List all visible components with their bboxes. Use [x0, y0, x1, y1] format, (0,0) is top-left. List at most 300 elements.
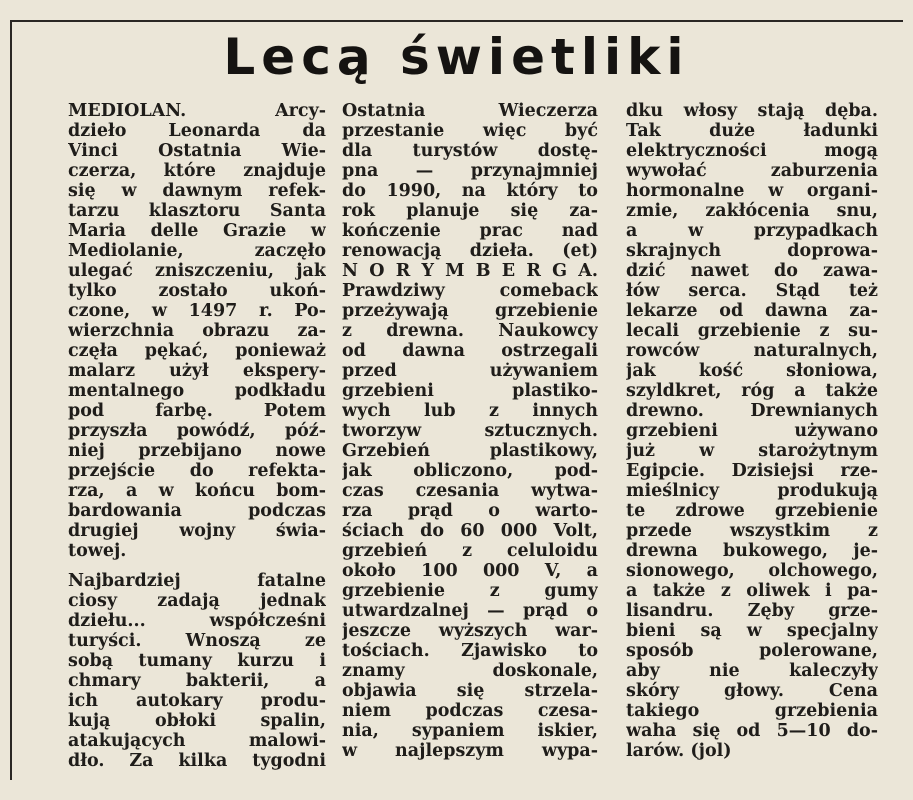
text-line: [68, 421, 326, 441]
word: do-: [846, 721, 878, 741]
word: zdrowe: [675, 501, 745, 521]
word: Vinci: [68, 141, 118, 161]
word: jak: [626, 361, 656, 381]
word: Volt,: [553, 521, 598, 541]
word: do: [342, 181, 366, 201]
word: ukoń-: [269, 281, 326, 301]
text-line: [626, 121, 878, 141]
word: prąd: [407, 501, 453, 521]
word: w: [746, 621, 762, 641]
word: częła: [68, 341, 118, 361]
word: su-: [848, 321, 878, 341]
word: obłoki: [154, 711, 217, 731]
word: bom-: [276, 481, 326, 501]
word: 000: [500, 521, 538, 541]
word: lub: [424, 401, 456, 421]
word: gumy: [544, 581, 598, 601]
word: w: [121, 181, 137, 201]
word: grzebienia: [774, 701, 878, 721]
word: w: [151, 301, 167, 321]
text-line: [342, 121, 598, 141]
word: bakterii,: [185, 671, 270, 691]
word: grzebieni: [342, 381, 434, 401]
word: kość: [698, 361, 744, 381]
word: przynajmniej: [470, 161, 598, 181]
text-line: [342, 181, 598, 201]
text-line: [68, 711, 326, 731]
text-line: [342, 701, 598, 721]
word: obliczono,: [413, 461, 514, 481]
word: tylko: [68, 281, 117, 301]
word: grzebienie: [774, 501, 878, 521]
word: grzebień: [342, 541, 428, 561]
word: 5—10: [776, 721, 831, 741]
text-line: [626, 581, 878, 601]
text-line: [626, 241, 878, 261]
word: z: [819, 321, 830, 341]
word: Egipcie.: [626, 461, 705, 481]
word: przebijano: [138, 441, 242, 461]
word: od: [719, 301, 744, 321]
word: pod: [68, 401, 105, 421]
word: z: [489, 581, 500, 601]
word: czesania: [415, 481, 500, 501]
word: niem: [342, 701, 392, 721]
word: organi-: [806, 181, 878, 201]
word: czas: [342, 481, 384, 501]
word: Leonarda: [168, 121, 261, 141]
word: oliwek: [746, 581, 810, 601]
word: w: [699, 441, 715, 461]
word: Ostatnia: [158, 141, 242, 161]
word: prac: [479, 221, 523, 241]
word: powódź,: [176, 421, 256, 441]
word: końcu: [195, 481, 255, 501]
word: nawet: [690, 261, 749, 281]
text-line: [626, 661, 878, 681]
text-line: [342, 561, 598, 581]
word: Ostatnia: [342, 101, 426, 121]
word: B: [475, 261, 491, 281]
word: jak: [296, 261, 326, 281]
word: podkładu: [234, 381, 326, 401]
text-line: [626, 361, 878, 381]
word: ostrzegali: [501, 341, 598, 361]
word: dostę-: [537, 141, 598, 161]
word: specjalny: [786, 621, 878, 641]
word: ściach: [342, 521, 404, 541]
text-line: [342, 461, 598, 481]
word: MEDIOLAN.: [68, 101, 187, 121]
text-line: [68, 361, 326, 381]
word: w: [310, 221, 326, 241]
word: kurzu: [237, 651, 295, 671]
word: dziełu...: [68, 611, 146, 631]
word: skóry: [626, 681, 680, 701]
word: przeżywają: [342, 301, 449, 321]
word: dawna: [764, 301, 828, 321]
word: bieni: [626, 621, 676, 641]
text-line: [68, 261, 326, 281]
text-line: [342, 221, 598, 241]
word: przede: [626, 521, 692, 541]
word: łów: [626, 281, 660, 301]
word: pękać,: [144, 341, 209, 361]
text-line: [68, 221, 326, 241]
word: rok: [342, 201, 376, 221]
word: także: [652, 581, 706, 601]
word: świa-: [275, 521, 326, 541]
word: nad: [561, 221, 598, 241]
word: na: [461, 181, 486, 201]
word: war-: [555, 621, 598, 641]
word: Y: [421, 261, 434, 281]
word: refek-: [268, 181, 326, 201]
word: wypa-: [541, 741, 598, 761]
text-line: [626, 321, 878, 341]
word: sypaniem: [411, 721, 505, 741]
paragraph-gap: [68, 561, 326, 571]
word: Zjawisko: [461, 641, 547, 661]
text-line: [342, 201, 598, 221]
word: i: [319, 651, 326, 671]
text-line: [342, 341, 598, 361]
word: tumany: [138, 651, 212, 671]
word: zniszczeniu,: [154, 261, 274, 281]
word: czesa-: [537, 701, 598, 721]
word: hormonalne: [626, 181, 745, 201]
word: Potem: [263, 401, 326, 421]
text-line: [342, 621, 598, 641]
text-line: [626, 641, 878, 661]
text-line: [68, 181, 326, 201]
text-line: [626, 481, 878, 501]
text-line: [342, 661, 598, 681]
word: o: [488, 501, 500, 521]
word: tościach.: [342, 641, 430, 661]
word: się: [692, 721, 721, 741]
word: bukowego,: [723, 541, 828, 561]
text-line: [342, 681, 598, 701]
word: delle: [150, 221, 199, 241]
word: użył: [169, 361, 209, 381]
word: Po-: [294, 301, 326, 321]
word: znamy: [342, 661, 405, 681]
word: zaczęło: [254, 241, 326, 261]
word: kaleczyły: [789, 661, 878, 681]
word: najlepszym: [395, 741, 504, 761]
word: tarzu: [68, 201, 120, 221]
text-line: [68, 461, 326, 481]
word: A.: [578, 261, 598, 281]
text-line: [342, 161, 598, 181]
word: produ-: [260, 691, 326, 711]
text-line: [68, 501, 326, 521]
text-line: [342, 601, 598, 621]
word: używaniem: [489, 361, 598, 381]
word: Naukowcy: [498, 321, 598, 341]
word: w: [768, 181, 784, 201]
word: Za: [129, 751, 154, 771]
word: wywołać: [626, 161, 707, 181]
text-line: [68, 521, 326, 541]
word: od: [342, 341, 366, 361]
word: dzieło: [68, 121, 127, 141]
word: nowe: [275, 441, 326, 461]
word: klasztoru: [148, 201, 241, 221]
word: za-: [569, 201, 598, 221]
word: a: [626, 221, 638, 241]
word: w: [158, 481, 174, 501]
word: Wieczerza: [498, 101, 598, 121]
word: Drewnianych: [750, 401, 878, 421]
word: lecali: [626, 321, 680, 341]
word: stają: [757, 101, 805, 121]
word: z: [488, 401, 499, 421]
word: grzebieni: [626, 421, 718, 441]
word: póź-: [284, 421, 326, 441]
word: jednak: [260, 591, 326, 611]
word: plastikowy,: [489, 441, 598, 461]
text-line: [68, 341, 326, 361]
word: prąd: [522, 601, 568, 621]
text-line: [342, 421, 598, 441]
word: nie: [709, 661, 740, 681]
text-line: [626, 421, 878, 441]
word: da: [302, 121, 326, 141]
word: wych: [342, 401, 391, 421]
text-column-3: [626, 101, 878, 761]
word: tygodni: [252, 751, 326, 771]
word: już: [626, 441, 655, 461]
word: serca.: [688, 281, 747, 301]
word: comeback: [499, 281, 598, 301]
word: Cena: [828, 681, 878, 701]
word: fatalne: [257, 571, 326, 591]
word: obrazu: [202, 321, 270, 341]
word: R: [526, 261, 541, 281]
text-line: [626, 621, 878, 641]
word: dla: [342, 141, 373, 161]
word: sobą: [68, 651, 114, 671]
word: rza: [342, 501, 373, 521]
text-line: [342, 521, 598, 541]
text-line: [68, 381, 326, 401]
word: starożytnym: [758, 441, 878, 461]
text-line: [626, 141, 878, 161]
word: iskier,: [537, 721, 598, 741]
word: dku: [626, 101, 664, 121]
word: drewna.: [386, 321, 464, 341]
word: N: [342, 261, 358, 281]
text-column-1: [68, 101, 326, 771]
text-line: [342, 241, 598, 261]
word: mentalnego: [68, 381, 185, 401]
text-line: [68, 301, 326, 321]
word: a: [314, 671, 326, 691]
text-line: [342, 101, 598, 121]
word: renowacją: [342, 241, 442, 261]
word: grzebienie: [342, 581, 446, 601]
word: to: [578, 181, 598, 201]
text-line: [68, 201, 326, 221]
word: turystów: [412, 141, 498, 161]
word: dzieła.: [469, 241, 534, 261]
text-line: [342, 281, 598, 301]
word: do: [774, 261, 798, 281]
text-line: [626, 601, 878, 621]
word: autokary: [136, 691, 223, 711]
word: planuje: [406, 201, 480, 221]
word: wszystkim: [729, 521, 831, 541]
text-line: larów. (jol): [626, 741, 732, 761]
word: Maria: [68, 221, 126, 241]
word: te: [626, 501, 646, 521]
word: nia,: [342, 721, 379, 741]
word: ponieważ: [235, 341, 326, 361]
word: aby: [626, 661, 660, 681]
text-line: [68, 161, 326, 181]
word: produkują: [777, 481, 878, 501]
word: do: [189, 461, 214, 481]
article-title: Lecą świetliki: [223, 28, 690, 86]
word: duże: [709, 121, 756, 141]
word: plastiko-: [512, 381, 598, 401]
word: —: [415, 161, 434, 181]
word: o: [586, 601, 598, 621]
word: utwardzalnej: [342, 601, 469, 621]
word: czone,: [68, 301, 131, 321]
word: przestanie: [342, 121, 445, 141]
word: dzić: [626, 261, 666, 281]
word: drewno.: [626, 401, 704, 421]
word: Tak: [626, 121, 661, 141]
word: który: [506, 181, 558, 201]
word: ciosy: [68, 591, 117, 611]
word: zakłócenia: [705, 201, 810, 221]
word: słoniowa,: [786, 361, 878, 381]
word: a: [794, 381, 806, 401]
word: a: [125, 481, 138, 501]
text-line: [626, 201, 878, 221]
word: niej: [68, 441, 105, 461]
word: szyldkret,: [626, 381, 722, 401]
text-line: [342, 721, 598, 741]
word: Arcy-: [275, 101, 326, 121]
text-line: [626, 441, 878, 461]
word: kilka: [178, 751, 228, 771]
text-line: [342, 401, 598, 421]
text-line: [342, 141, 598, 161]
word: 1497: [188, 301, 238, 321]
word: O: [369, 261, 385, 281]
word: olchowego,: [768, 561, 878, 581]
text-line: [342, 441, 598, 461]
word: zmie,: [626, 201, 679, 221]
word: włosy: [683, 101, 738, 121]
text-line: [68, 101, 326, 121]
word: elektryczności: [626, 141, 767, 161]
word: takiego: [626, 701, 700, 721]
word: róg: [741, 381, 775, 401]
word: podczas: [248, 501, 326, 521]
text-line: [342, 541, 598, 561]
text-line: [626, 381, 878, 401]
word: lisandru.: [626, 601, 714, 621]
text-line: [342, 321, 598, 341]
text-line: [68, 141, 326, 161]
word: skrajnych: [626, 241, 722, 261]
text-line: [626, 161, 878, 181]
word: ładunki: [803, 121, 878, 141]
word: (et): [562, 241, 598, 261]
text-line: [626, 261, 878, 281]
word: objawia: [342, 681, 417, 701]
text-line: [68, 401, 326, 421]
word: podczas: [425, 701, 504, 721]
text-line: [342, 741, 598, 761]
word: doskonale,: [492, 661, 598, 681]
word: dawna: [402, 341, 465, 361]
word: strzela-: [524, 681, 598, 701]
word: wyższych: [438, 621, 528, 641]
word: E: [501, 261, 516, 281]
word: to: [578, 641, 598, 661]
word: spalin,: [260, 711, 326, 731]
word: ze: [304, 631, 326, 651]
word: Dzisiejsi: [731, 461, 814, 481]
text-line: [626, 541, 878, 561]
text-line: [68, 691, 326, 711]
word: używano: [794, 421, 878, 441]
text-line: [342, 261, 598, 281]
text-line: [68, 321, 326, 341]
word: atakujących: [68, 731, 186, 751]
word: przejście: [68, 461, 156, 481]
word: mieślnicy: [626, 481, 719, 501]
text-line: [626, 721, 878, 741]
text-line: [342, 481, 598, 501]
word: Grazie: [223, 221, 287, 241]
word: wierzchnia: [68, 321, 175, 341]
word: snu,: [836, 201, 878, 221]
word: wytwa-: [531, 481, 598, 501]
text-line: [68, 631, 326, 651]
text-line: [342, 581, 598, 601]
text-line: [342, 501, 598, 521]
word: dęba.: [824, 101, 878, 121]
word: zaburzenia: [770, 161, 878, 181]
word: grzebienie: [494, 301, 598, 321]
word: R: [395, 261, 411, 281]
word: które: [163, 161, 216, 181]
word: turyści.: [68, 631, 142, 651]
word: przypadkach: [753, 221, 878, 241]
text-line: [68, 121, 326, 141]
text-line: [68, 241, 326, 261]
word: bardowania: [68, 501, 182, 521]
word: waha: [626, 721, 677, 741]
text-line: [626, 401, 878, 421]
text-line: [342, 301, 598, 321]
text-line: [626, 701, 878, 721]
text-line: [626, 561, 878, 581]
word: Mediolanie,: [68, 241, 184, 261]
word: dawnym: [162, 181, 243, 201]
word: grzebienie: [697, 321, 801, 341]
text-line: [68, 481, 326, 501]
word: Zęby: [747, 601, 794, 621]
